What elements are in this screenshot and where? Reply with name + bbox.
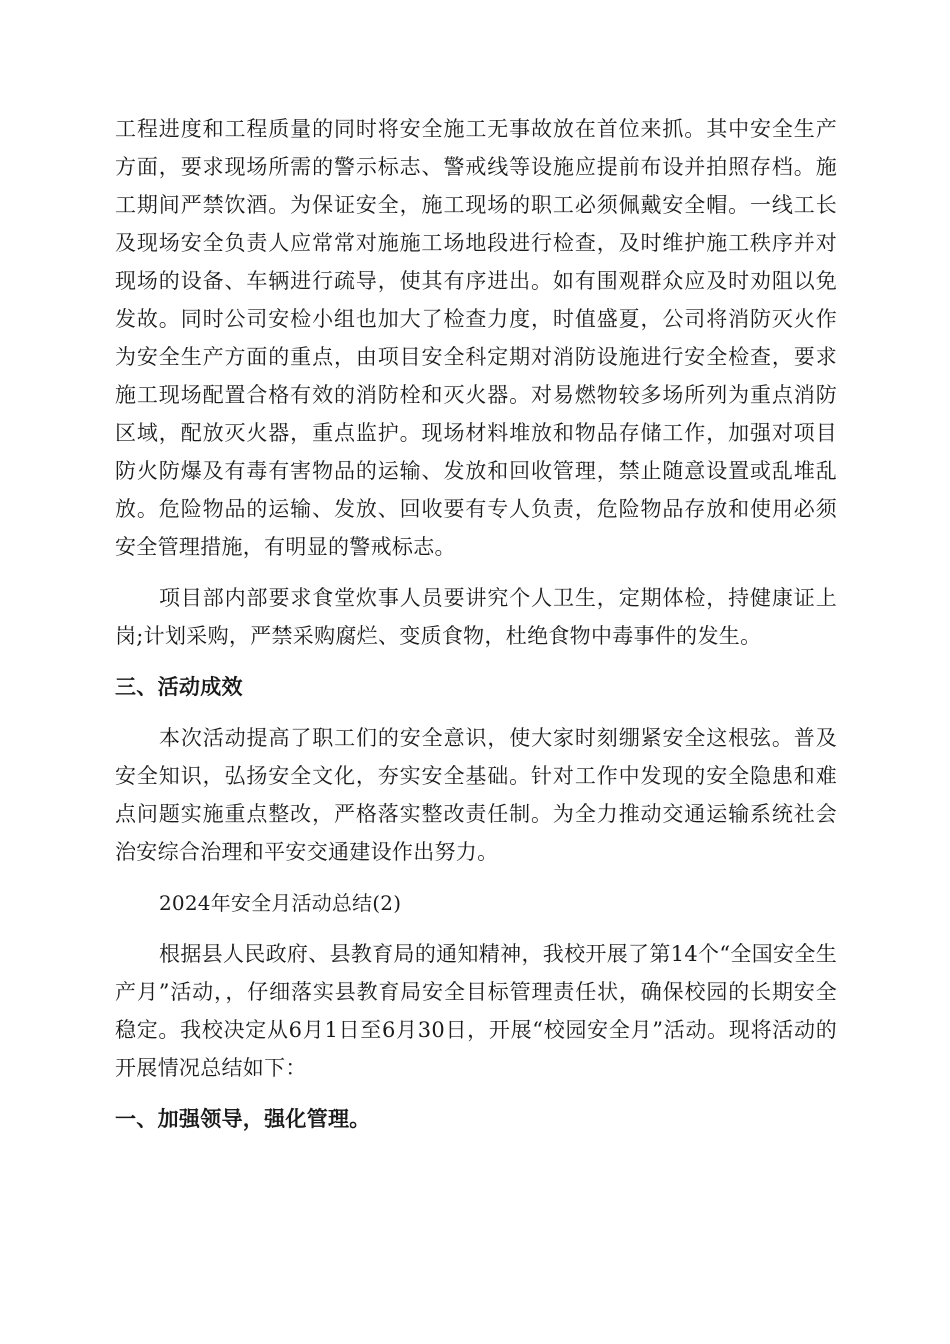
subtitle-summary-2: 2024年安全月活动总结(2) (159, 891, 402, 915)
heading-activity-results: 三、活动成效 (115, 675, 243, 699)
paragraph-canteen-hygiene: 项目部内部要求食堂炊事人员要讲究个人卫生，定期体检，持健康证上岗;计划采购，严禁采购腐烂、变质食物，杜绝食物中毒事件的发生。 (115, 586, 837, 648)
paragraph-safety-construction: 工程进度和工程质量的同时将安全施工无事故放在首位来抓。其中安全生产方面，要求现场所需的警示标志、警戒线等设施应提前布设并拍照存档。施工期间严禁饮酒。为保证安全，施工现场的职工必须佩戴安全帽。一线工长及现场安全负责人应常常对施施工场地段进行检查，及时维护施工秩序并对现场的设备、车辆进行疏导，使其有序进出。如有围观群众应及时劝阻以免发故。同时公司安检小组也加大了检查力度，时值盛夏，公司将消防灭火作为安全生产方面的重点，由项目安全科定期对消防设施进行安全检查，要求施工现场配置合格有效的消防栓和灭火器。对易燃物较多场所列为重点消防区域，配放灭火器，重点监护。现场材料堆放和物品存储工作，加强对项目防火防爆及有毒有害物品的运输、发放和回收管理，禁止随意设置或乱堆乱放。危险物品的运输、发放、回收要有专人负责，危险物品存放和使用必须安全管理措施，有明显的警戒标志。 (115, 117, 837, 559)
paragraph-school-safety-month: 根据县人民政府、县教育局的通知精神，我校开展了第14个“全国安全生产月”活动，，仔细落实县教育局安全目标管理责任状，确保校园的长期安全稳定。我校决定从6月1日至6月30日，开展“校园安全月”活动。现将活动的开展情况总结如下： (115, 942, 837, 1080)
heading-strengthen-leadership: 一、加强领导，强化管理。 (115, 1107, 371, 1131)
document-page (115, 110, 837, 1151)
paragraph-activity-results: 本次活动提高了职工们的安全意识，使大家时刻绷紧安全这根弦。普及安全知识，弘扬安全文化，夯实安全基础。针对工作中发现的安全隐患和难点问题实施重点整改，严格落实整改责任制。为全力推动交通运输系统社会治安综合治理和平安交通建设作出努力。 (115, 726, 837, 864)
